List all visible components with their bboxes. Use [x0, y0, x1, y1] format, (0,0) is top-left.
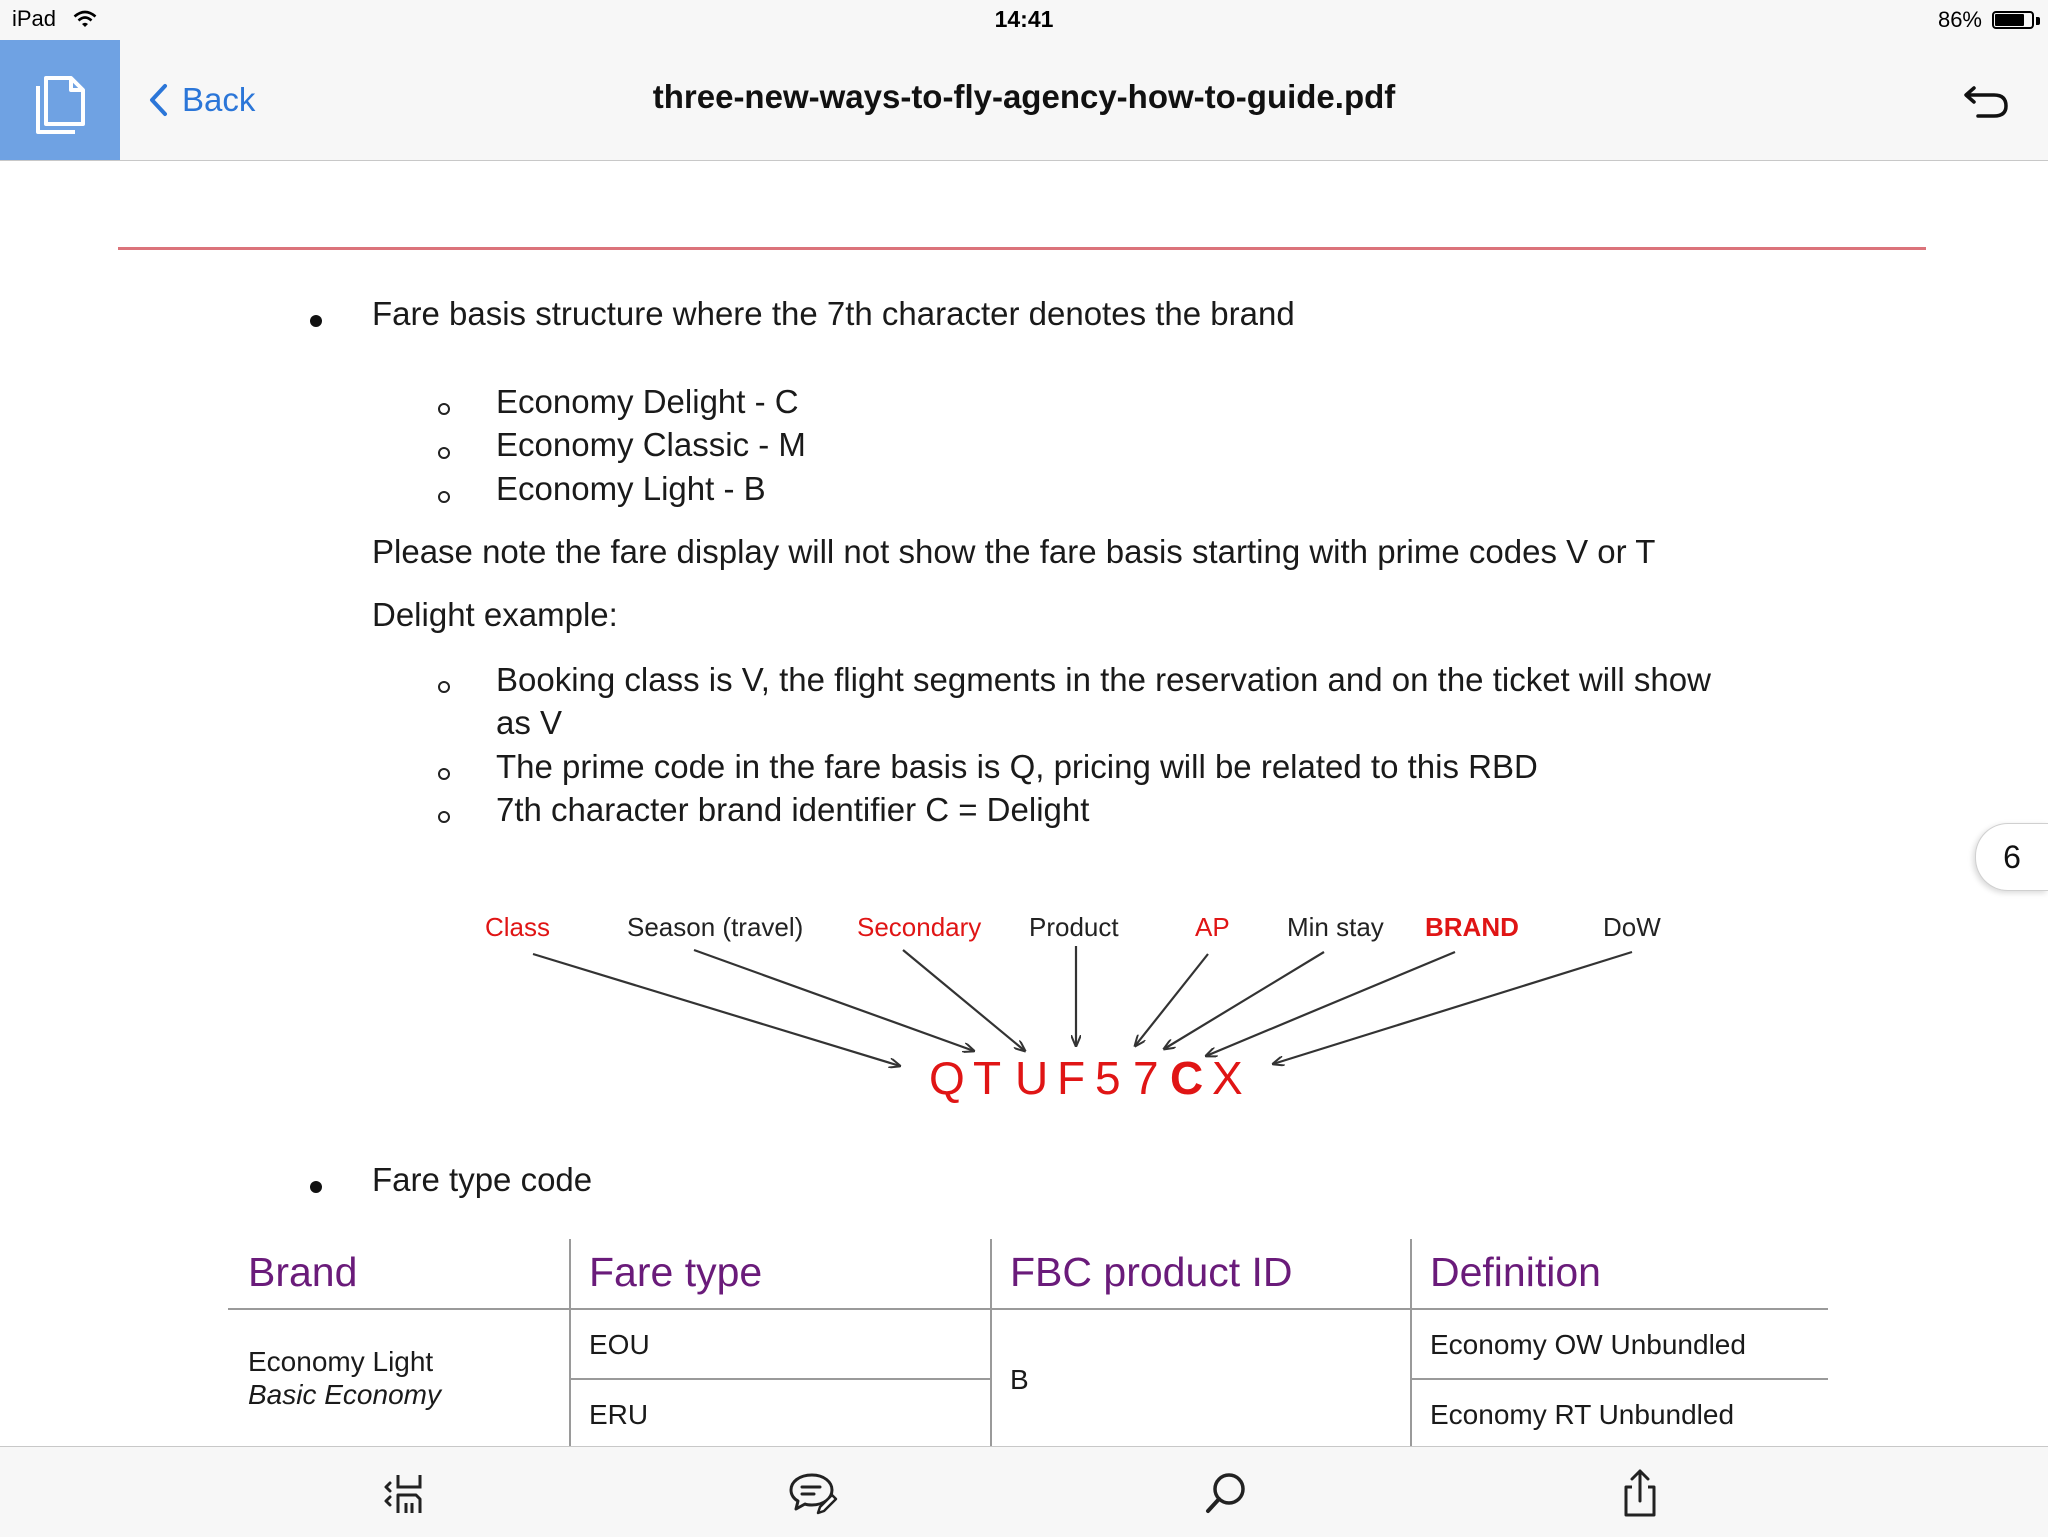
- diagram-label-dow: DoW: [1603, 912, 1661, 942]
- table-cell-fare-type: EOU: [589, 1329, 650, 1360]
- note-text: Please note the fare display will not show the fare basis starting with prime codes V or T: [372, 533, 1656, 570]
- diagram-label-min-stay: Min stay: [1287, 912, 1384, 942]
- code-char: F: [1057, 1052, 1086, 1104]
- thumbnails-icon[interactable]: [380, 1467, 432, 1519]
- share-icon[interactable]: [1614, 1467, 1666, 1519]
- table-cell-definition: Economy OW Unbundled: [1430, 1329, 1746, 1360]
- table-cell-definition: Economy RT Unbundled: [1430, 1399, 1735, 1430]
- table-cell-fare-type: ERU: [589, 1399, 649, 1430]
- back-button[interactable]: [148, 76, 255, 124]
- list-item: Economy Delight - C: [496, 383, 799, 420]
- table-rule: [228, 1308, 1828, 1310]
- table-rule: [1411, 1378, 1828, 1380]
- battery-tip: [2036, 17, 2040, 25]
- table-header-fbc: FBC product ID: [1010, 1249, 1293, 1295]
- table-cell-product-id: B: [1010, 1364, 1029, 1395]
- table-cell-brand-sub: Basic Economy: [248, 1379, 441, 1410]
- bottom-toolbar: [0, 1446, 2048, 1537]
- code-char: U: [1015, 1052, 1049, 1104]
- document-title: three-new-ways-to-fly-agency-how-to-guide.pdf: [652, 78, 1396, 115]
- battery-icon: [1992, 11, 2034, 29]
- diagram-label-class: Class: [485, 912, 551, 942]
- table-divider: [990, 1239, 992, 1446]
- clock: 14:41: [994, 6, 1054, 32]
- table-rule: [570, 1378, 990, 1380]
- bullet-text: Fare type code: [372, 1161, 593, 1198]
- search-icon[interactable]: [1200, 1467, 1252, 1519]
- list-item: Economy Light - B: [496, 470, 766, 507]
- diagram-label-brand: BRAND: [1425, 912, 1519, 942]
- list-item: Booking class is V, the flight segments in the reservation and on the ticket will show: [496, 661, 1711, 698]
- table-cell-brand: Economy Light: [248, 1346, 434, 1377]
- code-char-brand: C: [1170, 1052, 1204, 1104]
- code-char: 7: [1133, 1052, 1159, 1104]
- device-name: iPad: [12, 6, 57, 31]
- diagram-label-season: Season (travel): [627, 912, 804, 942]
- table-header-brand: Brand: [248, 1249, 358, 1295]
- code-char: 5: [1095, 1052, 1121, 1104]
- battery-percent: 86%: [1937, 7, 1982, 32]
- table-header-definition: Definition: [1430, 1249, 1601, 1295]
- bullet-dot: [310, 1181, 322, 1193]
- table-divider: [569, 1239, 571, 1446]
- code-char: X: [1212, 1052, 1243, 1104]
- undo-icon[interactable]: [1960, 76, 2012, 124]
- diagram-label-ap: AP: [1195, 912, 1230, 942]
- code-char: Q: [929, 1052, 965, 1104]
- code-char: T: [973, 1052, 1002, 1104]
- nav-bar: [0, 40, 2048, 161]
- list-item: Economy Classic - M: [496, 426, 806, 463]
- status-bar: [0, 0, 2048, 40]
- pdf-page[interactable]: [0, 161, 2048, 1446]
- page-number-indicator[interactable]: 6: [1975, 823, 2048, 891]
- list-item-continued: as V: [496, 704, 563, 741]
- annotate-icon[interactable]: [786, 1467, 838, 1519]
- bullet-text: Fare basis structure where the 7th character denotes the brand: [372, 295, 1295, 332]
- list-item: The prime code in the fare basis is Q, pricing will be related to this RBD: [496, 748, 1538, 785]
- documents-icon: [0, 40, 120, 160]
- table-header-fare-type: Fare type: [589, 1249, 763, 1295]
- delight-heading: Delight example:: [372, 596, 618, 633]
- back-label: Back: [182, 81, 256, 118]
- diagram-label-secondary: Secondary: [857, 912, 982, 942]
- chevron-left-icon: [148, 83, 168, 117]
- table-divider: [1410, 1239, 1412, 1446]
- list-item: 7th character brand identifier C = Delight: [496, 791, 1090, 828]
- battery-fill: [1995, 14, 2024, 26]
- diagram-label-product: Product: [1029, 912, 1119, 942]
- documents-button[interactable]: [0, 40, 120, 160]
